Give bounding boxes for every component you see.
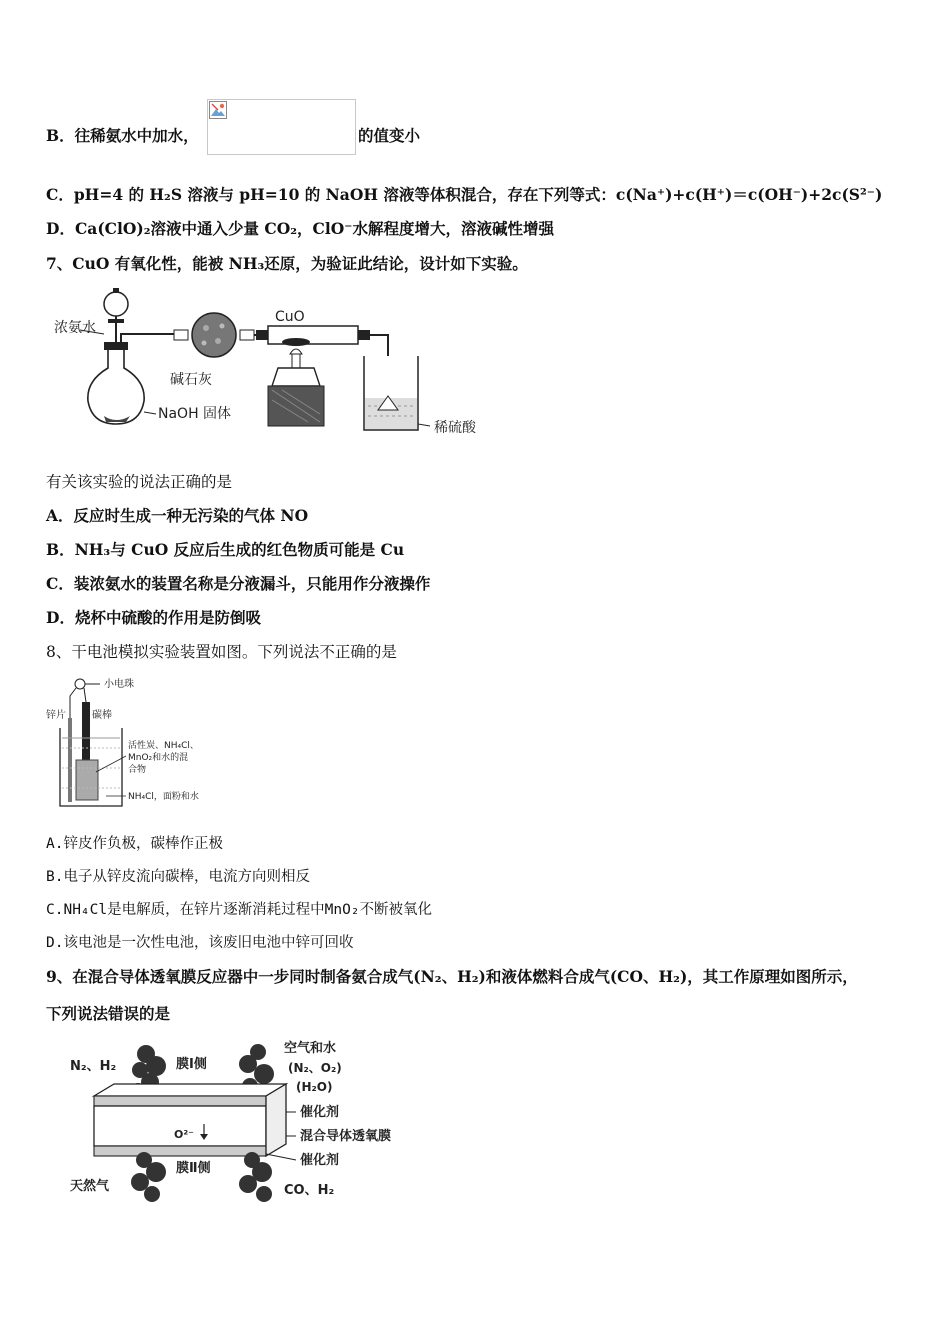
option-label: B.	[46, 869, 64, 885]
label-mix-2: MnO₂和水的混	[128, 753, 189, 763]
option-text: 锌皮作负极，碳棒作正极	[63, 836, 223, 852]
q8-option-a	[46, 834, 223, 854]
label-air-2: (N₂、O₂)	[288, 1061, 342, 1075]
option-text: 装浓氨水的装置名称是分液漏斗，只能用作分液操作	[73, 574, 431, 593]
catalyst-layer-bottom	[94, 1146, 266, 1156]
label-air-1: 空气和水	[284, 1041, 337, 1056]
q7-prompt: 有关该实验的说法正确的是	[46, 473, 233, 491]
label-mix-1: 活性炭、NH₄Cl、	[128, 741, 199, 751]
funnel-bulb	[104, 292, 128, 316]
label-cuo: CuO	[275, 309, 305, 325]
option-label: C．	[46, 574, 74, 593]
label-mix-3: 合物	[128, 765, 147, 775]
option-label: A.	[46, 836, 64, 852]
q7-option-b	[46, 540, 404, 560]
label-catalyst-1: 催化剂	[300, 1105, 340, 1120]
q8-dry-cell-figure	[46, 672, 216, 812]
soda-lime-tube	[192, 313, 236, 357]
q7-stem: 7、CuO 有氧化性，能被 NH₃还原，为验证此结论，设计如下实验。	[46, 254, 528, 273]
label-soda-lime: 碱石灰	[170, 372, 212, 388]
label-air-3: (H₂O)	[296, 1080, 333, 1094]
bulb-icon	[75, 679, 85, 689]
zinc-plate	[68, 718, 72, 802]
option-text: NH₃与 CuO 反应后生成的红色物质可能是 Cu	[74, 540, 405, 559]
option-label: D.	[46, 935, 64, 951]
label-membrane: 混合导体透氧膜	[300, 1129, 392, 1144]
label-n2-h2: N₂、H₂	[70, 1059, 117, 1074]
q9-stem-line-2: 下列说法错误的是	[46, 1004, 171, 1023]
q6-option-b	[46, 126, 199, 146]
q9-stem-line-1: 9、在混合导体透氧膜反应器中一步同时制备氨合成气(N₂、H₂)和液体燃料合成气(CO、H₂)，其工作原理如图所示，	[46, 967, 858, 986]
option-text: 反应时生成一种无污染的气体 NO	[73, 506, 309, 525]
q8-option-b	[46, 867, 310, 887]
label-zinc: 锌片	[46, 710, 66, 721]
q9-membrane-reactor-figure	[66, 1036, 426, 1212]
option-text: pH=4 的 H₂S 溶液与 pH=10 的 NaOH 溶液等体积混合，存在下列等式：c(Na⁺)+c(H⁺)＝c(OH⁻)+2c(S²⁻)	[73, 185, 883, 204]
q7-option-d	[46, 608, 261, 628]
q6-option-b-suffix: 的值变小	[358, 126, 421, 145]
label-bulb: 小电珠	[104, 679, 134, 690]
label-carbon: 碳棒	[92, 710, 112, 721]
option-text: Ca(ClO)₂溶液中通入少量 CO₂，ClO⁻水解程度增大，溶液碱性增强	[74, 219, 554, 238]
option-text: 该电池是一次性电池，该废旧电池中锌可回收	[63, 935, 354, 951]
option-label: B．	[46, 540, 75, 559]
q7-apparatus-figure	[46, 286, 496, 438]
option-label: C.	[46, 902, 64, 918]
label-acid: 稀硫酸	[434, 420, 476, 436]
option-label: C．	[46, 185, 74, 204]
option-label: D．	[46, 608, 75, 627]
option-label: A．	[46, 506, 74, 525]
q6-option-c	[46, 185, 882, 205]
label-paste: NH₄Cl，面粉和水	[128, 792, 199, 802]
label-catalyst-2: 催化剂	[300, 1153, 340, 1168]
q7-option-c	[46, 574, 430, 594]
catalyst-layer-top	[94, 1096, 266, 1106]
broken-image-placeholder	[207, 99, 356, 155]
q8-option-c	[46, 900, 432, 920]
label-co-h2: CO、H₂	[284, 1183, 335, 1198]
q8-option-d	[46, 933, 353, 953]
combustion-tube	[268, 326, 358, 344]
flask	[88, 346, 144, 424]
q7-option-a	[46, 506, 308, 526]
option-text: 烧杯中硫酸的作用是防倒吸	[74, 608, 261, 627]
option-label: D．	[46, 219, 75, 238]
gas-cloud-bottom-right	[239, 1152, 272, 1202]
label-naoh: NaOH 固体	[158, 406, 232, 422]
q8-stem: 8、干电池模拟实验装置如图。下列说法不正确的是	[46, 643, 397, 661]
option-text: NH₄Cl是电解质，在锌片逐渐消耗过程中MnO₂不断被氧化	[63, 902, 433, 918]
label-side-1: 膜Ⅰ侧	[176, 1057, 207, 1072]
q6-option-b-prefix: B．往稀氨水中加水，	[46, 126, 199, 145]
option-text: 电子从锌皮流向碳棒，电流方向则相反	[63, 869, 310, 885]
label-ammonia: 浓氨水	[54, 320, 96, 336]
broken-image-icon	[209, 101, 227, 119]
gas-cloud-bottom-left	[131, 1152, 166, 1202]
label-side-2: 膜Ⅱ侧	[176, 1161, 211, 1176]
q6-option-d	[46, 219, 554, 239]
label-natural-gas: 天然气	[70, 1179, 110, 1194]
label-oxide-ion: O²⁻	[174, 1128, 194, 1141]
